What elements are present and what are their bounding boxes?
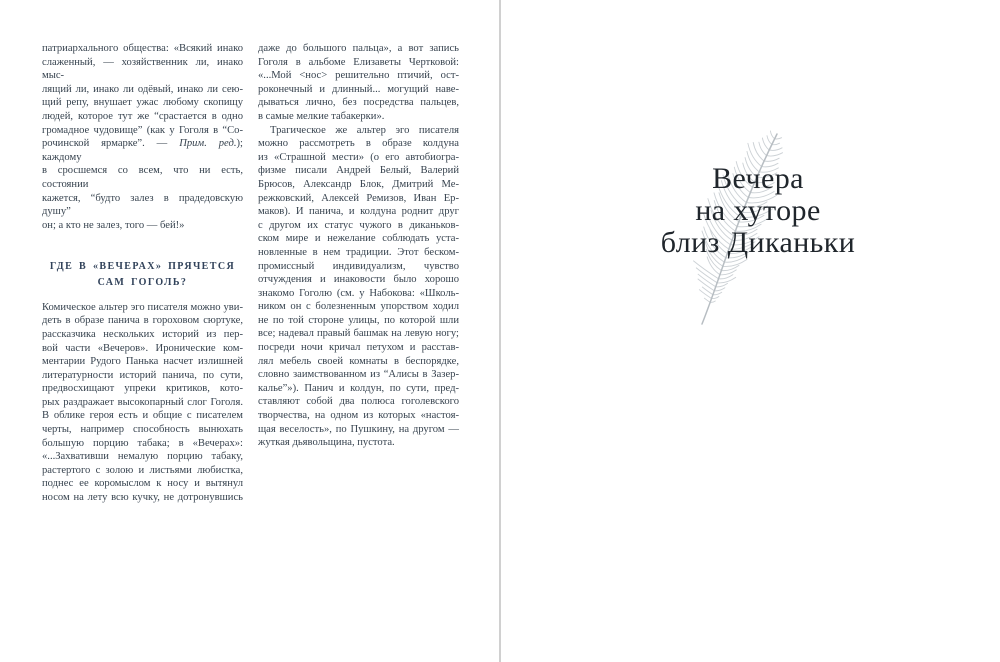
text-line: маков). И панича, и колдуна роднит друг	[258, 206, 459, 218]
text-line: с другом их статус чужого в диканьков-	[258, 219, 459, 231]
text-line: предвосхищают упреки критиков, кото-	[42, 383, 243, 395]
text-line: Гоголя в альбоме Елизаветы Чертковой:	[258, 56, 459, 68]
text-line: роконечный и длинный... могущий наве-	[258, 83, 459, 95]
text-line: Трагическое же альтер эго писателя	[270, 124, 459, 136]
text-line: патриархального общества: «Всякий инако	[42, 43, 243, 54]
chapter-title-line: близ Диканьки	[660, 226, 856, 259]
text-line: словно заимствованном из “Алисы в Зазер-	[258, 369, 459, 381]
text-line: можно рассмотреть в образе колдуна	[258, 138, 459, 150]
section-heading-line: ГДЕ В «ВЕЧЕРАХ» ПРЯЧЕТСЯ	[49, 261, 236, 273]
text-line: не по той стороне улицы, по которой шли	[258, 314, 459, 326]
text-line: ником он с болезненным упорством ходил	[258, 301, 459, 313]
text-line: лящий ли, инако ли одёвый, инако ли сею-	[42, 83, 243, 95]
text-line: калье”»). Панич и колдун, по сути, пред-	[258, 382, 459, 394]
text-line: знакомо Гоголю (см. у Набокова: «Школь-	[258, 287, 459, 299]
right-page	[502, 0, 1000, 662]
text-line: новленные в нем традиции. Этот беском-	[258, 246, 459, 258]
text-line: в самые мелкие табакерки».	[258, 110, 385, 122]
text-line: вой части «Вечеров». Иронические ком-	[42, 342, 243, 354]
text-line: литературности историй панича, по сути,	[42, 369, 243, 381]
text-line: В облике героя есть и общие с писателем	[42, 410, 243, 422]
text-line: деть в образе панича в гороховом сюртуке,	[42, 315, 243, 327]
text-line: в сросшемся со всем, что ни есть, состоянии	[42, 165, 243, 190]
text-line: поднес ее коромыслом к носу и вытянул	[42, 478, 243, 490]
text-line: посреди ночи кричал петухом и расстав-	[258, 342, 459, 354]
chapter-title	[590, 163, 926, 259]
text-line: щий репу, внушает ужас любому скопищу	[42, 97, 243, 109]
text-line: людей, которое тут же “срастается в одно	[42, 110, 243, 122]
text-line: отчуждения и инаковости было хорошо	[258, 274, 459, 286]
text-line: жуткая дьявольщина, пустота.	[258, 437, 395, 449]
text-line: щая веселость», по Пушкину, на другом —	[258, 423, 459, 435]
text-line: «...Мой <нос> решительно птичий, ост-	[258, 70, 459, 82]
text-line: физме писали Андрей Белый, Валерий	[258, 165, 459, 177]
chapter-title-line: Вечера	[712, 162, 804, 195]
text-line: Комическое альтер эго писателя можно уви-	[42, 301, 243, 313]
text-line: носом на лету всю кучку, не дотронувшись	[42, 492, 243, 504]
section-heading-line: САМ ГОГОЛЬ?	[97, 276, 188, 288]
text-column-left	[42, 42, 243, 505]
text-line: дываться лично, без посредства пальцев,	[258, 97, 459, 109]
text-line: растертого с золою и листьями любистка,	[42, 464, 243, 476]
chapter-title-line: на хуторе	[695, 194, 821, 227]
text-line: слаженный, — хозяйственник ли, инако мыс-	[42, 56, 243, 82]
text-line: ментарии Рудого Панька насчет излишней	[42, 356, 243, 368]
text-column-right	[258, 42, 459, 450]
section-heading	[42, 259, 243, 289]
text-line: рых раздражает высокопарный слог Гоголя.	[42, 396, 243, 408]
text-line: Брюсов, Александр Блок, Дмитрий Ме-	[258, 178, 459, 190]
text-line: ставляют собой два полюса гоголевского	[258, 396, 459, 408]
text-line: режковский, Алексей Ремизов, Иван Ер-	[258, 192, 459, 204]
text-line: он; а кто не залез, того — бей!»	[42, 219, 185, 231]
text-line: большую порцию табака; в «Вечерах»:	[42, 437, 243, 449]
text-line: лял мебель своей комнаты в беспорядке,	[258, 355, 459, 367]
text-line: все; надевал правый башмак на левую ногу;	[258, 328, 459, 340]
text-line: промиссный индивидуализм, чувство	[258, 260, 459, 272]
text-line: рассказчика нескольких историй из пер-	[42, 328, 243, 340]
text-line: из «Страшной мести» (о его автобиогра-	[258, 151, 459, 163]
text-line: ском мире и нежелание соблюдать уста-	[258, 233, 459, 245]
text-line: кажется, “будто залез в прадедовскую душу”	[42, 192, 243, 218]
text-line: черты, например способность вынюхать	[42, 424, 243, 436]
text-line: рочинской ярмарке”. — Прим. ред.); каждому	[42, 138, 243, 163]
text-line: громадное чудовище” (как у Гоголя в “Со-	[42, 124, 243, 136]
left-page	[0, 0, 499, 662]
page-gutter-divider	[499, 0, 501, 662]
text-line: «...Захвативши немалую порцию табаку,	[42, 451, 243, 463]
text-line: творчества, на одном из которых «настоя-	[258, 410, 459, 422]
text-line: даже до большого пальца», а вот запись	[258, 43, 459, 54]
